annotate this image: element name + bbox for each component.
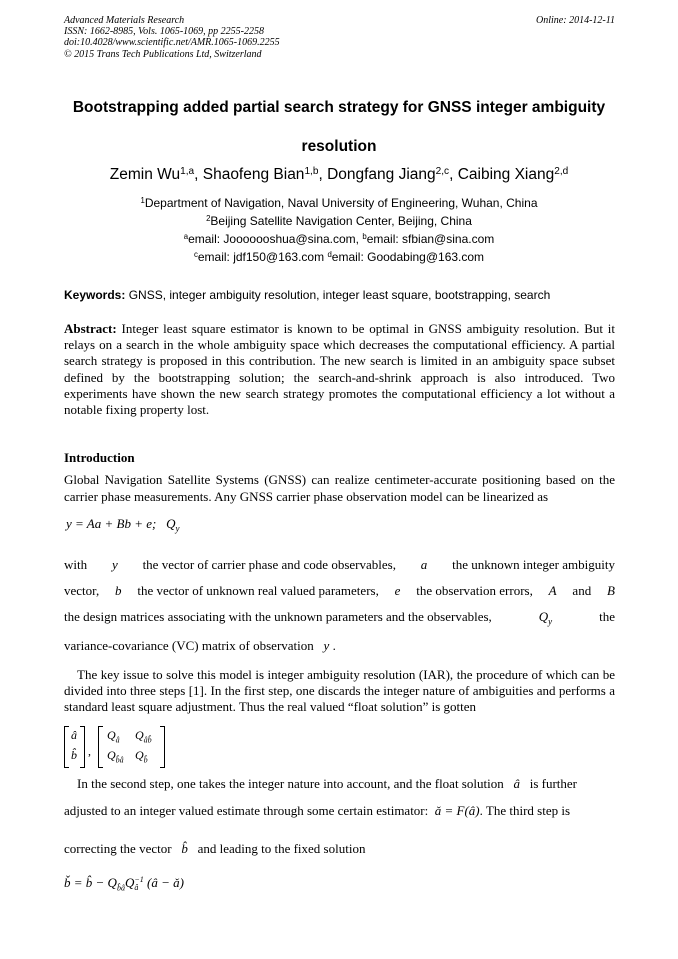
para2-line-3 (64, 604, 615, 630)
title-line-1: Bootstrapping added partial search strategy for GNSS integer ambiguity (72, 99, 606, 116)
equation-q: Q (124, 875, 135, 890)
email-sup: d (327, 250, 332, 260)
abstract-text: Integer least square estimator is known to be optimal in GNSS ambiguity resolution. But it relays on a search in the whole ambiguity space which decreases the computational efficiency. A partial search strategy is proposed in this contribution. The new search is limited in an ambiguity space subset defined by the bootstrapping solution; the search-and-shrink approach is also introduced. Two experiments have shown the new search strategy promotes the computational efficiency a lot without a notable fixing property lost. (64, 321, 615, 418)
title-line-2: resolution (301, 138, 377, 155)
matrix-cell-21 (107, 748, 124, 764)
math-var: e (394, 583, 401, 598)
text-run: the design matrices associating with the unknown parameters and the observables, (64, 609, 492, 624)
affiliation-1 (40, 195, 638, 213)
equation-text: b̌ = b̂ − Q (64, 875, 117, 890)
author-separator: , (318, 166, 328, 183)
issn-line: ISSN: 1662-8985, Vols. 1065-1069, pp 2255-2258 (64, 26, 264, 38)
matrix-sub: b̂ (143, 755, 148, 765)
author-separator: , (449, 166, 458, 183)
math-expression: ǎ = F(â) (434, 803, 480, 818)
equation-sub: â (134, 883, 139, 893)
email-b: email: sfbian@sina.com (366, 232, 495, 246)
text-run: correcting the vector (64, 841, 172, 856)
author-name: Dongfang Jiang (327, 166, 436, 183)
text-run: the unknown integer ambiguity (452, 557, 615, 572)
matrix-q: Q (135, 728, 144, 742)
equation-text: y = Aa + Bb + e; (66, 516, 157, 531)
keywords (64, 288, 615, 302)
bracket-right (160, 726, 165, 768)
affiliations (40, 195, 638, 267)
email-c: email: jdf150@163.com (197, 250, 328, 264)
email-sup: b (362, 232, 367, 242)
journal-name: Advanced Materials Research (64, 15, 185, 26)
matrix-sub: b̂â (115, 755, 124, 765)
matrix-cell-12 (135, 728, 152, 744)
paper-title (40, 88, 638, 166)
affiliation-sup: 1 (140, 196, 145, 206)
email-d: email: Goodabing@163.com (331, 250, 485, 264)
matrix-sub: âb̂ (143, 735, 152, 745)
keywords-label: Keywords: (64, 288, 126, 302)
keywords-text: GNSS, integer ambiguity resolution, integer least square, bootstrapping, search (125, 288, 551, 302)
math-var: b̂ (181, 841, 188, 856)
math-var: a (420, 557, 428, 572)
math-var: â (513, 776, 520, 791)
author-sup: 1,b (304, 165, 319, 177)
equation-q-sub: y (175, 523, 180, 534)
math-var: B (607, 583, 615, 598)
bracket-left (98, 726, 103, 768)
para2-line-2 (64, 578, 615, 604)
author-list (40, 166, 638, 184)
text-run: the (599, 609, 615, 624)
email-sup: a (183, 232, 189, 242)
matrix-cell-22 (135, 748, 148, 764)
matrix-q: Q (107, 728, 116, 742)
text-run: . The third step is (479, 803, 571, 818)
text-run: vector, (64, 583, 100, 598)
matrix-q: Q (135, 748, 144, 762)
math-var: b (115, 583, 122, 598)
bracket-right (80, 726, 85, 768)
text-run: and leading to the fixed solution (197, 841, 366, 856)
matrix-comma: , (88, 744, 91, 758)
abstract-label: Abstract: (64, 321, 117, 336)
doi-line: doi:10.4028/www.scientific.net/AMR.1065-1069.2255 (64, 37, 280, 49)
journal-header (64, 15, 615, 60)
abstract (64, 321, 615, 418)
author-name: Caibing Xiang (457, 166, 555, 183)
copyright-line: © 2015 Trans Tech Publications Ltd, Switzerland (64, 48, 262, 60)
vector-b-hat: b̂ (71, 748, 77, 762)
intro-paragraph-3: The key issue to solve this model is integer ambiguity resolution (IAR), the procedure of which can be divided into three steps [1]. In the first step, one discards the integer nature of ambiguities and performs a standard least square adjustment. Thus the real valued “float solution” is gotten (64, 667, 615, 715)
text-run: the observation errors, (416, 583, 533, 598)
email-line-1 (40, 231, 638, 249)
matrix-cell-11 (107, 728, 120, 744)
author-sup: 1,a (180, 165, 195, 177)
math-var: $Q_y$ (538, 609, 553, 627)
affiliation-2 (40, 213, 638, 231)
text-run: the vector of carrier phase and code observables, (142, 557, 396, 572)
equation-observation-model (66, 516, 179, 534)
math-var: A (548, 583, 557, 598)
intro-paragraph-4-line-1 (64, 776, 615, 792)
bracket-left (64, 726, 69, 768)
email-line-2 (40, 249, 638, 267)
section-heading-introduction: Introduction (64, 450, 135, 465)
matrix-q: Q (107, 748, 116, 762)
text-run: and (572, 583, 592, 598)
intro-paragraph-4-line-3 (64, 841, 615, 857)
intro-paragraph-2 (64, 552, 615, 659)
math-var: y (323, 638, 330, 653)
affiliation-text: Beijing Satellite Navigation Center, Beijing, China (210, 214, 472, 228)
text-run: variance-covariance (VC) matrix of observation (64, 638, 314, 653)
intro-paragraph-1: Global Navigation Satellite Systems (GNSS) can realize centimeter-accurate positioning based on the carrier phase measurements. Any GNSS carrier phase observation model can be linearized as (64, 472, 615, 504)
author-name: Shaofeng Bian (202, 166, 305, 183)
author-sup: 2,c (435, 165, 450, 177)
equation-sub: b̂â (116, 883, 125, 893)
email-a: email: Jooooooshua@sina.com, (188, 232, 363, 246)
equation-text: (â − ǎ) (146, 875, 184, 890)
text-run: adjusted to an integer valued estimate through some certain estimator: (64, 803, 429, 818)
online-date: Online: 2014-12-11 (536, 15, 615, 26)
equation-fixed-solution (64, 875, 184, 893)
email-sup: c (193, 250, 198, 260)
math-var: y (111, 557, 118, 572)
affiliation-sup: 2 (206, 214, 211, 224)
equation-q: Q (166, 516, 176, 531)
equation-sup: −1 (134, 875, 144, 885)
author-name: Zemin Wu (109, 166, 181, 183)
para2-line-1 (64, 552, 615, 578)
text-run: is further (529, 776, 577, 791)
text-run: the vector of unknown real valued parameters, (137, 583, 379, 598)
matrix-sub: â (115, 735, 120, 745)
intro-paragraph-4-line-2 (64, 803, 615, 819)
author-separator: , (194, 166, 203, 183)
text-run: . (332, 638, 336, 653)
para2-line-4 (64, 633, 615, 659)
author-sup: 2,d (554, 165, 569, 177)
text-run: with (64, 557, 88, 572)
affiliation-text: Department of Navigation, Naval University of Engineering, Wuhan, China (144, 196, 538, 210)
vector-a-hat: â (71, 728, 77, 742)
text-run: In the second step, one takes the integer nature into account, and the float solution (77, 776, 504, 791)
